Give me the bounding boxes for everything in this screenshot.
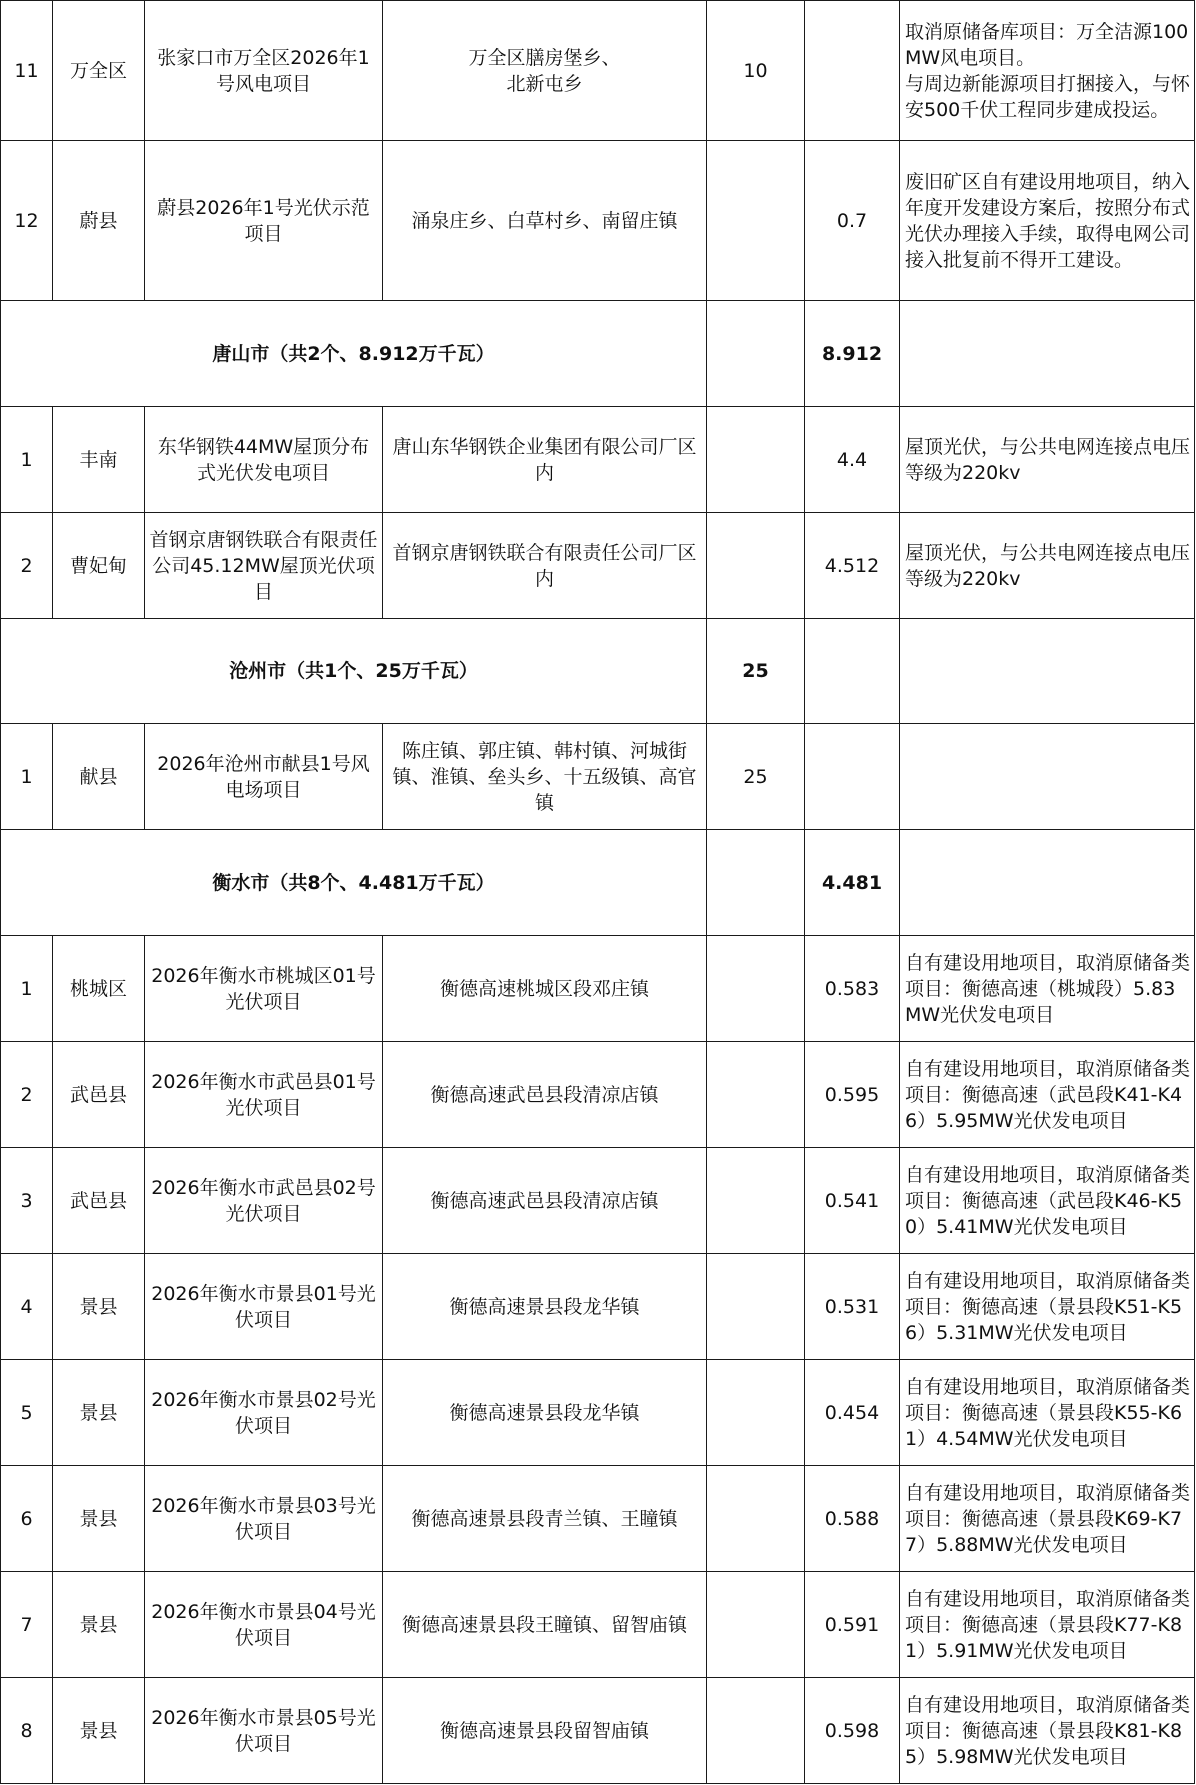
wind-capacity-text: 25 — [743, 765, 768, 788]
subtotal-note — [900, 830, 1195, 936]
solar-capacity — [805, 1360, 900, 1466]
solar-capacity-text: 0.583 — [824, 977, 880, 1000]
project-name-text: 2026年衡水市景县02号光伏项目 — [151, 1388, 376, 1437]
wind-capacity — [707, 1572, 805, 1678]
project-location — [383, 407, 707, 513]
project-name — [145, 1, 383, 141]
project-location — [383, 936, 707, 1042]
city-subtotal-title — [1, 619, 707, 724]
row-number-text: 3 — [20, 1189, 33, 1212]
solar-capacity — [805, 1, 900, 141]
county-name-text: 武邑县 — [69, 1083, 127, 1106]
project-name — [145, 1042, 383, 1148]
project-location-text: 衡德高速桃城区段邓庄镇 — [439, 977, 649, 1000]
project-note-text: 屋顶光伏，与公共电网连接点电压等级为220kv — [905, 541, 1191, 590]
city-subtotal-title-text: 衡水市（共8个、4.481万千瓦） — [212, 871, 495, 894]
subtotal-solar — [805, 619, 900, 724]
row-number — [1, 1, 53, 141]
row-number-text: 8 — [20, 1719, 33, 1742]
row-number-text: 1 — [20, 765, 33, 788]
row-number-text: 2 — [20, 1083, 33, 1106]
project-location-text: 衡德高速景县段龙华镇 — [449, 1295, 640, 1318]
project-note — [900, 1, 1195, 141]
project-note — [900, 1572, 1195, 1678]
city-subtotal-row — [1, 301, 1195, 407]
subtotal-solar — [805, 301, 900, 407]
project-location — [383, 1572, 707, 1678]
project-note — [900, 1678, 1195, 1784]
project-name — [145, 724, 383, 830]
project-name-text: 2026年沧州市献县1号风电场项目 — [157, 752, 370, 801]
project-name-text: 2026年衡水市景县01号光伏项目 — [151, 1282, 376, 1331]
project-location — [383, 1360, 707, 1466]
row-number-text: 2 — [20, 554, 33, 577]
table-row — [1, 936, 1195, 1042]
county-name-text: 献县 — [79, 765, 118, 788]
solar-capacity-text: 0.595 — [824, 1083, 880, 1106]
row-number — [1, 724, 53, 830]
subtotal-wind — [707, 830, 805, 936]
county-name-text: 曹妃甸 — [69, 554, 127, 577]
county-name-text: 景县 — [79, 1507, 118, 1530]
solar-capacity-text: 4.512 — [824, 554, 880, 577]
row-number-text: 1 — [20, 448, 33, 471]
county-name — [53, 936, 145, 1042]
project-note — [900, 141, 1195, 301]
project-note — [900, 1148, 1195, 1254]
solar-capacity — [805, 1254, 900, 1360]
subtotal-wind — [707, 619, 805, 724]
wind-capacity — [707, 1360, 805, 1466]
row-number-text: 12 — [14, 209, 39, 232]
project-note — [900, 1254, 1195, 1360]
city-subtotal-title — [1, 301, 707, 407]
project-name — [145, 1466, 383, 1572]
project-note — [900, 407, 1195, 513]
subtotal-note — [900, 301, 1195, 407]
subtotal-note — [900, 619, 1195, 724]
wind-capacity — [707, 724, 805, 830]
wind-capacity — [707, 1254, 805, 1360]
project-note-text: 自有建设用地项目，取消原储备类项目：衡德高速（武邑段K41-K46）5.95MW光伏发电项目 — [905, 1057, 1191, 1132]
project-name-text: 2026年衡水市武邑县01号光伏项目 — [151, 1070, 376, 1119]
project-location — [383, 1254, 707, 1360]
solar-capacity — [805, 1148, 900, 1254]
row-number — [1, 1042, 53, 1148]
county-name — [53, 1148, 145, 1254]
project-name — [145, 141, 383, 301]
solar-capacity-text: 0.531 — [824, 1295, 880, 1318]
solar-capacity — [805, 1678, 900, 1784]
table-row — [1, 407, 1195, 513]
solar-capacity — [805, 1572, 900, 1678]
project-name — [145, 1254, 383, 1360]
table-row — [1, 1148, 1195, 1254]
solar-capacity — [805, 1042, 900, 1148]
county-name-text: 桃城区 — [69, 977, 127, 1000]
table-row — [1, 141, 1195, 301]
project-location — [383, 513, 707, 619]
wind-capacity — [707, 141, 805, 301]
project-note-text: 自有建设用地项目，取消原储备类项目：衡德高速（景县段K77-K81）5.91MW光伏发电项目 — [905, 1587, 1191, 1662]
county-name — [53, 1042, 145, 1148]
county-name-text: 景县 — [79, 1401, 118, 1424]
county-name — [53, 513, 145, 619]
project-note — [900, 936, 1195, 1042]
project-name-text: 2026年衡水市景县04号光伏项目 — [151, 1600, 376, 1649]
city-subtotal-title-text: 唐山市（共2个、8.912万千瓦） — [212, 342, 495, 365]
subtotal-solar-text: 4.481 — [821, 871, 883, 894]
project-location-text: 衡德高速武邑县段清凉店镇 — [430, 1189, 659, 1212]
solar-capacity — [805, 407, 900, 513]
wind-capacity — [707, 1042, 805, 1148]
project-note-text: 自有建设用地项目，取消原储备类项目：衡德高速（桃城段）5.83MW光伏发电项目 — [905, 951, 1191, 1026]
project-name — [145, 1360, 383, 1466]
project-note-text: 屋顶光伏，与公共电网连接点电压等级为220kv — [905, 435, 1191, 484]
row-number-text: 1 — [20, 977, 33, 1000]
solar-capacity — [805, 724, 900, 830]
project-note-text: 取消原储备库项目：万全洁源100MW风电项目。 与周边新能源项目打捆接入，与怀安500千伏工程同步建成投运。 — [905, 20, 1191, 121]
project-name-text: 2026年衡水市桃城区01号光伏项目 — [151, 964, 376, 1013]
project-name — [145, 513, 383, 619]
table-row — [1, 1572, 1195, 1678]
project-location-text: 唐山东华钢铁企业集团有限公司厂区内 — [392, 435, 697, 484]
solar-capacity-text: 0.591 — [824, 1613, 880, 1636]
solar-capacity-text: 0.454 — [824, 1401, 880, 1424]
project-location — [383, 1678, 707, 1784]
county-name-text: 武邑县 — [69, 1189, 127, 1212]
wind-capacity-text: 10 — [743, 59, 768, 82]
project-location-text: 陈庄镇、郭庄镇、韩村镇、河城街镇、淮镇、垒头乡、十五级镇、高官镇 — [392, 739, 697, 814]
table-row — [1, 1360, 1195, 1466]
table-row — [1, 1042, 1195, 1148]
solar-capacity-text: 0.598 — [824, 1719, 880, 1742]
project-location — [383, 1466, 707, 1572]
row-number-text: 6 — [20, 1507, 33, 1530]
project-location — [383, 1042, 707, 1148]
county-name — [53, 1678, 145, 1784]
county-name — [53, 1572, 145, 1678]
table-row — [1, 1466, 1195, 1572]
county-name — [53, 1254, 145, 1360]
project-location — [383, 1148, 707, 1254]
table-row — [1, 1254, 1195, 1360]
row-number — [1, 1678, 53, 1784]
project-location-text: 衡德高速景县段龙华镇 — [449, 1401, 640, 1424]
project-name-text: 2026年衡水市武邑县02号光伏项目 — [151, 1176, 376, 1225]
solar-capacity-text: 0.541 — [824, 1189, 880, 1212]
county-name — [53, 724, 145, 830]
county-name-text: 景县 — [79, 1613, 118, 1636]
city-subtotal-row — [1, 619, 1195, 724]
project-name — [145, 407, 383, 513]
solar-capacity — [805, 1466, 900, 1572]
wind-capacity — [707, 407, 805, 513]
project-name-text: 2026年衡水市景县05号光伏项目 — [151, 1706, 376, 1755]
solar-capacity — [805, 141, 900, 301]
project-name — [145, 1572, 383, 1678]
project-name — [145, 1678, 383, 1784]
row-number — [1, 1572, 53, 1678]
project-name-text: 2026年衡水市景县03号光伏项目 — [151, 1494, 376, 1543]
project-name-text: 蔚县2026年1号光伏示范项目 — [157, 196, 370, 245]
solar-capacity-text: 4.4 — [836, 448, 868, 471]
project-note-text: 自有建设用地项目，取消原储备类项目：衡德高速（景县段K55-K61）4.54MW光伏发电项目 — [905, 1375, 1191, 1450]
project-note — [900, 513, 1195, 619]
project-location-text: 衡德高速武邑县段清凉店镇 — [430, 1083, 659, 1106]
project-note — [900, 1360, 1195, 1466]
project-location-text: 衡德高速景县段青兰镇、王瞳镇 — [411, 1507, 678, 1530]
county-name-text: 景县 — [79, 1295, 118, 1318]
project-note — [900, 1042, 1195, 1148]
row-number-text: 7 — [20, 1613, 33, 1636]
row-number — [1, 1254, 53, 1360]
project-location-text: 涌泉庄乡、白草村乡、南留庄镇 — [411, 209, 678, 232]
project-name-text: 东华钢铁44MW屋顶分布式光伏发电项目 — [157, 435, 370, 484]
solar-capacity-text: 0.7 — [836, 209, 868, 232]
city-subtotal-row — [1, 830, 1195, 936]
county-name-text: 蔚县 — [79, 209, 118, 232]
subtotal-solar-text: 8.912 — [821, 342, 883, 365]
county-name — [53, 1360, 145, 1466]
row-number — [1, 1466, 53, 1572]
county-name — [53, 141, 145, 301]
county-name — [53, 1466, 145, 1572]
subtotal-solar — [805, 830, 900, 936]
row-number-text: 11 — [14, 59, 39, 82]
project-name — [145, 1148, 383, 1254]
project-location-text: 首钢京唐钢铁联合有限责任公司厂区内 — [392, 541, 697, 590]
county-name — [53, 407, 145, 513]
table-row — [1, 1, 1195, 141]
city-subtotal-title — [1, 830, 707, 936]
county-name-text: 万全区 — [69, 59, 127, 82]
row-number — [1, 513, 53, 619]
project-note-text: 自有建设用地项目，取消原储备类项目：衡德高速（景县段K51-K56）5.31MW光伏发电项目 — [905, 1269, 1191, 1344]
project-location-text: 衡德高速景县段留智庙镇 — [439, 1719, 649, 1742]
solar-capacity — [805, 513, 900, 619]
wind-capacity — [707, 513, 805, 619]
project-note-text: 自有建设用地项目，取消原储备类项目：衡德高速（景县段K81-K85）5.98MW光伏发电项目 — [905, 1693, 1191, 1768]
row-number-text: 5 — [20, 1401, 33, 1424]
solar-capacity-text: 0.588 — [824, 1507, 880, 1530]
project-name — [145, 936, 383, 1042]
project-note — [900, 724, 1195, 830]
county-name-text: 丰南 — [79, 448, 118, 471]
wind-capacity — [707, 1678, 805, 1784]
row-number-text: 4 — [20, 1295, 33, 1318]
project-location-text: 衡德高速景县段王瞳镇、留智庙镇 — [401, 1613, 687, 1636]
city-subtotal-title-text: 沧州市（共1个、25万千瓦） — [229, 660, 478, 682]
subtotal-wind — [707, 301, 805, 407]
row-number — [1, 1148, 53, 1254]
table-row — [1, 513, 1195, 619]
wind-capacity — [707, 1, 805, 141]
project-note-text: 自有建设用地项目，取消原储备类项目：衡德高速（景县段K69-K77）5.88MW光伏发电项目 — [905, 1481, 1191, 1556]
row-number — [1, 936, 53, 1042]
row-number — [1, 407, 53, 513]
project-location — [383, 141, 707, 301]
row-number — [1, 141, 53, 301]
project-note — [900, 1466, 1195, 1572]
row-number — [1, 1360, 53, 1466]
table-row — [1, 724, 1195, 830]
table-row — [1, 1678, 1195, 1784]
project-name-text: 张家口市万全区2026年1号风电项目 — [157, 46, 370, 95]
county-name — [53, 1, 145, 141]
subtotal-wind-text: 25 — [742, 660, 769, 682]
wind-capacity — [707, 1148, 805, 1254]
project-location — [383, 724, 707, 830]
wind-capacity — [707, 1466, 805, 1572]
project-name-text: 首钢京唐钢铁联合有限责任公司45.12MW屋顶光伏项目 — [149, 528, 378, 603]
county-name-text: 景县 — [79, 1719, 118, 1742]
project-note-text: 废旧矿区自有建设用地项目，纳入年度开发建设方案后，按照分布式光伏办理接入手续，取得电网公司接入批复前不得开工建设。 — [905, 170, 1191, 271]
project-note-text: 自有建设用地项目，取消原储备类项目：衡德高速（武邑段K46-K50）5.41MW光伏发电项目 — [905, 1163, 1191, 1238]
solar-capacity — [805, 936, 900, 1042]
project-location — [383, 1, 707, 141]
project-location-text: 万全区膳房堡乡、 北新屯乡 — [468, 46, 621, 95]
wind-capacity — [707, 936, 805, 1042]
